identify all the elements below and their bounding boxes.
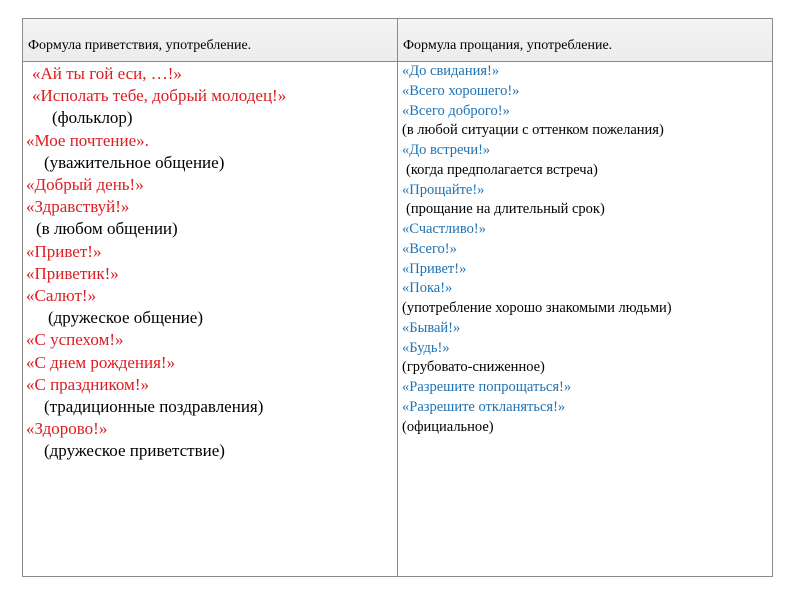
greeting-line: «Добрый день!»: [26, 175, 144, 195]
greeting-line: «Салют!»: [26, 286, 97, 306]
greeting-line: «Исполать тебе, добрый молодец!»: [32, 86, 287, 106]
farewell-line: «Разрешите попрощаться!»: [402, 379, 572, 395]
farewell-line: «До свидания!»: [402, 63, 500, 79]
farewell-line: «Всего хорошего!»: [402, 82, 520, 99]
greeting-line: (дружеское общение): [48, 308, 203, 328]
greeting-line: (традиционные поздравления): [44, 397, 264, 417]
farewell-line: «Пока!»: [402, 280, 453, 297]
farewell-line: (в любой ситуации с оттенком пожелания): [402, 122, 664, 139]
farewell-line: «Прощайте!»: [402, 181, 485, 198]
farewell-line: «Привет!»: [402, 260, 467, 277]
greeting-column: [26, 63, 394, 463]
farewell-line: «Счастливо!»: [402, 221, 486, 237]
greeting-line: (фольклор): [52, 108, 133, 128]
farewell-column: [402, 62, 770, 437]
farewell-line: «Всего доброго!»: [402, 102, 510, 119]
header-greeting: Формула приветствия, употребление.: [28, 38, 252, 53]
greeting-line: «Приветик!»: [26, 263, 119, 283]
greeting-line: «Привет!»: [26, 241, 102, 261]
greeting-line: (в любом общении): [36, 219, 178, 239]
greeting-line: «С праздником!»: [26, 374, 149, 394]
column-divider: [397, 18, 398, 577]
greeting-line: «С днем рождения!»: [26, 352, 176, 372]
farewell-line: «Разрешите откланяться!»: [402, 398, 566, 415]
greeting-line: «С успехом!»: [26, 330, 124, 350]
farewell-line: (официальное): [402, 418, 494, 435]
farewell-line: «До встречи!»: [402, 142, 491, 158]
farewell-line: (употребление хорошо знакомыми людьми): [402, 300, 672, 316]
greeting-line: (дружеское приветствие): [44, 441, 225, 461]
greeting-line: «Здравствуй!»: [26, 197, 130, 217]
farewell-line: (прощание на длительный срок): [406, 201, 605, 218]
header-farewell: Формула прощания, употребление.: [403, 38, 613, 53]
farewell-line: «Всего!»: [402, 240, 457, 257]
farewell-line: (грубовато-сниженное): [402, 359, 545, 376]
greeting-line: «Мое почтение».: [26, 130, 149, 150]
farewell-line: «Бывай!»: [402, 319, 461, 336]
greeting-line: «Ай ты гой еси, …!»: [32, 64, 182, 83]
greeting-line: «Здорово!»: [26, 419, 108, 439]
greeting-line: (уважительное общение): [44, 152, 225, 172]
farewell-line: (когда предполагается встреча): [406, 161, 598, 178]
farewell-line: «Будь!»: [402, 339, 450, 356]
